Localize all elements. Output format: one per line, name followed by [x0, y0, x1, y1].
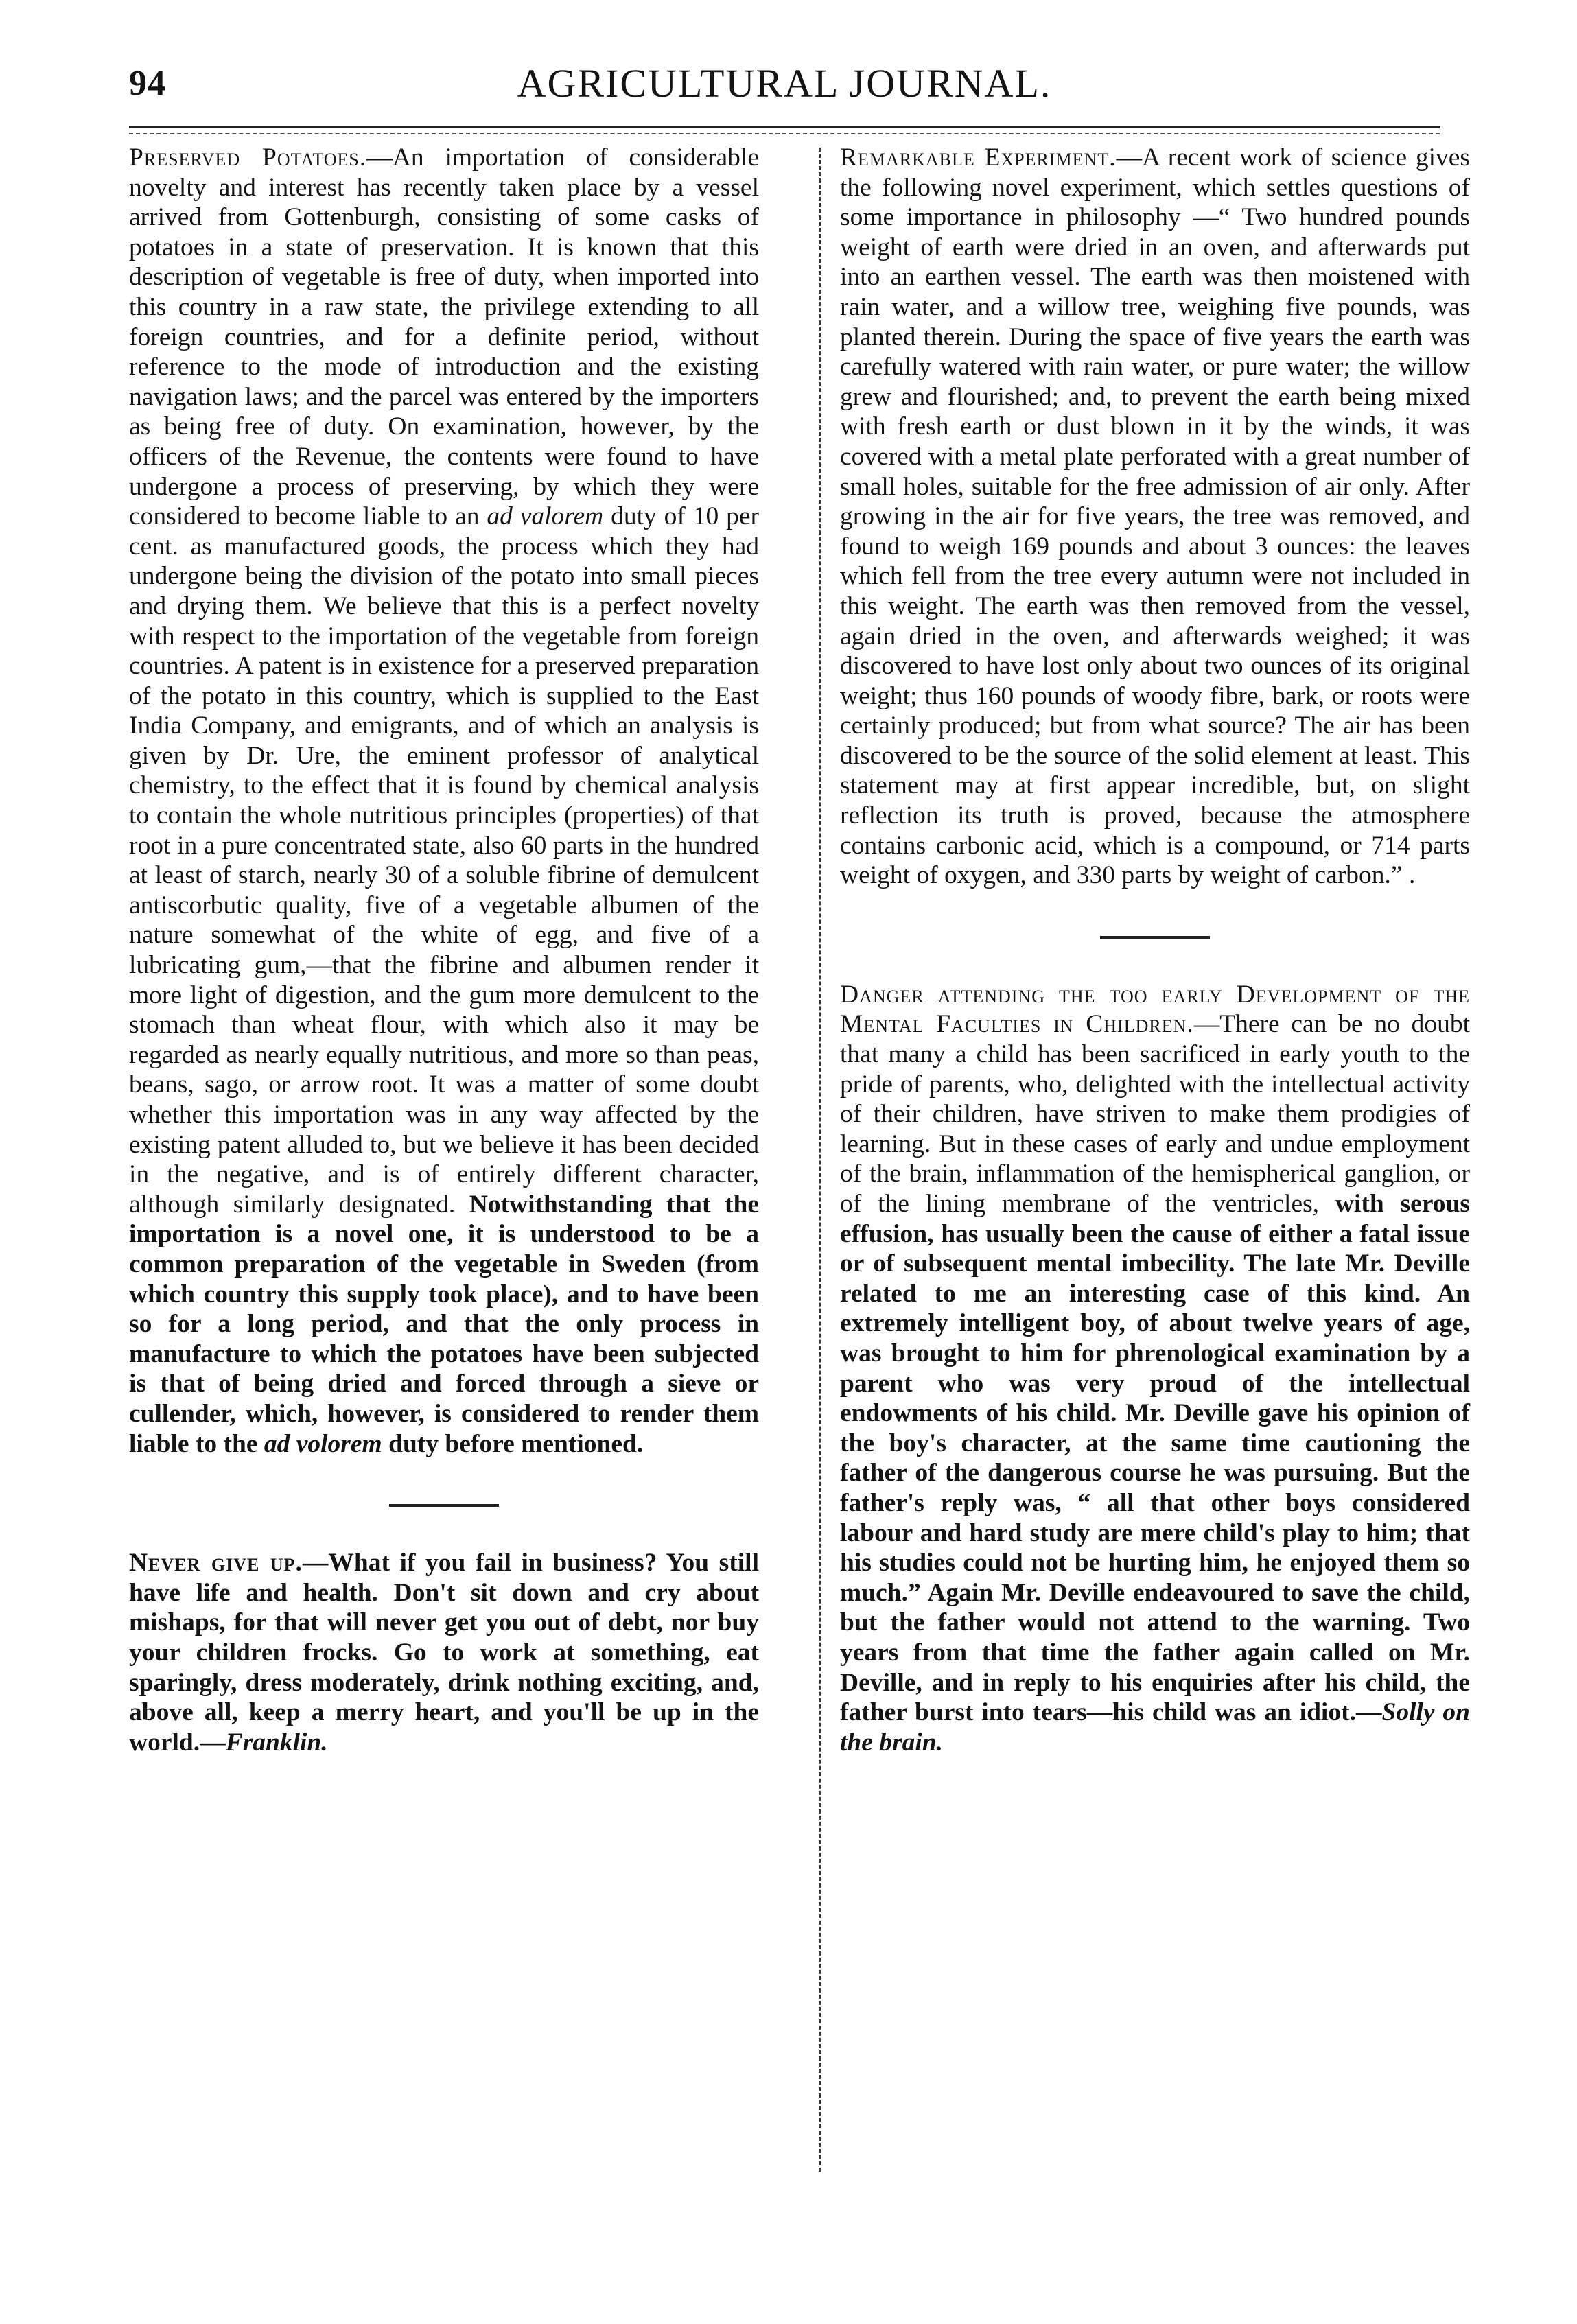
- article-remarkable-experiment: [840, 143, 1470, 891]
- left-column: [129, 143, 759, 1757]
- article-heading: Remarkable Experiment.: [840, 143, 1117, 172]
- page-header: [129, 54, 1440, 115]
- article-italic-phrase: ad valorem: [487, 502, 604, 531]
- article-heading: Never give up.: [129, 1549, 303, 1577]
- article-never-give-up: [129, 1548, 759, 1757]
- running-title: AGRICULTURAL JOURNAL.: [517, 61, 1052, 106]
- article-body-continued: duty of 10 per cent. as manufactured goods, the process which they had undergone being the division of the potato into small pieces and drying them. We believe that this is a perfect novelty with respect to the importation of the vegetable from foreign countries. A patent is in existence for a preserved preparation of the potato in this country, which is supplied to the East India Company, and emigrants, and of which an analysis is given by Dr. Ure, the eminent professor of analytical chemistry, to the effect that it is found by chemical analysis to contain the whole nutritious principles (properties) of that root in a pure concentrated state, also 60 parts in the hundred at least of starch, nearly 30 of a soluble fibrine of demulcent antiscorbutic quality, five of a vegetable albumen of the nature somewhat of the white of egg, and five of a lubricating gum,—that the fibrine and albumen render it more light of digestion, and the gum more demulcent to the stomach than wheat flour, with which also it may be regarded as nearly equally nutritious, and more so than peas, beans, sago, or arrow root. It was a matter of some doubt whether this importation was in any way affected by the existing patent alluded to, but we believe it has been decided in the negative, and is of entirely different character, although similarly designated.: [129, 502, 759, 1219]
- article-body: —An importation of considerable novelty and interest has recently taken place by a vessel arrived from Gottenburgh, consisting of some casks of potatoes in a state of preservation. It is known that this description of vegetable is free of duty, when imported into this country in a raw state, the privilege extending to all foreign countries, and for a definite period, without reference to the mode of introduction and the existing navigation laws; and the parcel was entered by the importers as being free of duty. On examination, however, by the officers of the Revenue, the contents were found to have undergone a process of preserving, by which they were considered to become liable to an: [129, 143, 759, 531]
- article-separator: [389, 1504, 499, 1507]
- page-number: 94: [129, 64, 166, 103]
- article-body: —There can be no doubt that many a child has been sacrificed in early youth to the pride of parents, who, delighted with the intellectual activity of their children, have striven to make them prodigies of learning. But in these cases of early and undue employment of the brain, inflammation of the hemispherical ganglion, or of the lining membrane of the ventricles,: [840, 1010, 1470, 1218]
- article-heading: Preserved Potatoes.: [129, 143, 367, 172]
- article-bold-italic-phrase: ad volorem: [264, 1429, 382, 1458]
- article-signature: Franklin.: [225, 1728, 328, 1757]
- article-preserved-potatoes: [129, 143, 759, 1459]
- article-bold-passage: Notwithstanding that the importation is a novel one, it is understood to be a common preparation of the vegetable in Sweden (from which country this supply took place), and to have been so for a long period, and that the only process in manufacture to which the potatoes have been subjected is that of being dried and forced through a sieve or cullender, which, however, is considered to render them liable to the: [129, 1190, 759, 1458]
- article-heading: Danger attending the too early Development of the Mental Faculties in Children.: [840, 980, 1470, 1039]
- article-danger-mental-faculties: [840, 980, 1470, 1757]
- article-bold-passage: with serous effusion, has usually been the cause of either a fatal issue or of subsequent mental imbecility. The late Mr. Deville related to me an interesting case of this kind. An extremely intelligent boy, of about twelve years of age, was brought to him for phrenological examination by a parent who was very proud of the intellectual endowments of his child. Mr. Deville gave his opinion of the boy's character, at the same time cautioning the father of the dangerous course he was pursuing. But the father's reply was, “ all that other boys considered labour and hard study are mere child's play to him; that his studies could not be hurting him, he enjoyed them so much.” Again Mr. Deville endeavoured to save the child, but the father would not attend to the warning. Two years from that time the father again called on Mr. Deville, and in reply to his enquiries after his child, the father burst into tears—his child was an idiot.—: [840, 1190, 1470, 1727]
- column-divider: [819, 148, 821, 2172]
- article-bold-passage-end: duty before mentioned.: [382, 1429, 644, 1458]
- header-rule: [129, 126, 1440, 128]
- article-body: —What if you fail in business? You still have life and health. Don't sit down and cry about mishaps, for that will never get you out of debt, nor buy your children frocks. Go to work at something, eat sparingly, dress moderately, drink nothing exciting, and, above all, keep a merry heart, and you'll be up in the world.—: [129, 1549, 760, 1757]
- header-dashed-rule: [129, 133, 1440, 134]
- right-column: [840, 143, 1470, 1757]
- article-body: —A recent work of science gives the following novel experiment, which settles questions of some importance in philosophy —“ Two hundred pounds weight of earth were dried in an oven, and afterwards put into an earthen vessel. The earth was then moistened with rain water, and a willow tree, weighing five pounds, was planted therein. During the space of five years the earth was carefully watered with rain water, or pure water; the willow grew and flourished; and, to prevent the earth being mixed with fresh earth or dust blown in it by the winds, it was covered with a metal plate perforated with a great number of small holes, suitable for the free admission of air only. After growing in the air for five years, the tree was removed, and found to weigh 169 pounds and about 3 ounces: the leaves which fell from the tree every autumn were not included in this weight. The earth was then removed from the vessel, again dried in the oven, and afterwards weighed; it was discovered to have lost only about two ounces of its original weight; thus 160 pounds of woody fibre, bark, or roots were certainly produced; but from what source? The air has been discovered to be the source of the solid element at least. This statement may at first appear incredible, but, on slight reflection its truth is proved, because the atmosphere contains carbonic acid, which is a compound, or 714 parts weight of oxygen, and 330 parts by weight of carbon.” .: [840, 143, 1470, 890]
- article-signature: Solly on the brain.: [840, 1698, 1470, 1757]
- article-separator: [1100, 936, 1210, 939]
